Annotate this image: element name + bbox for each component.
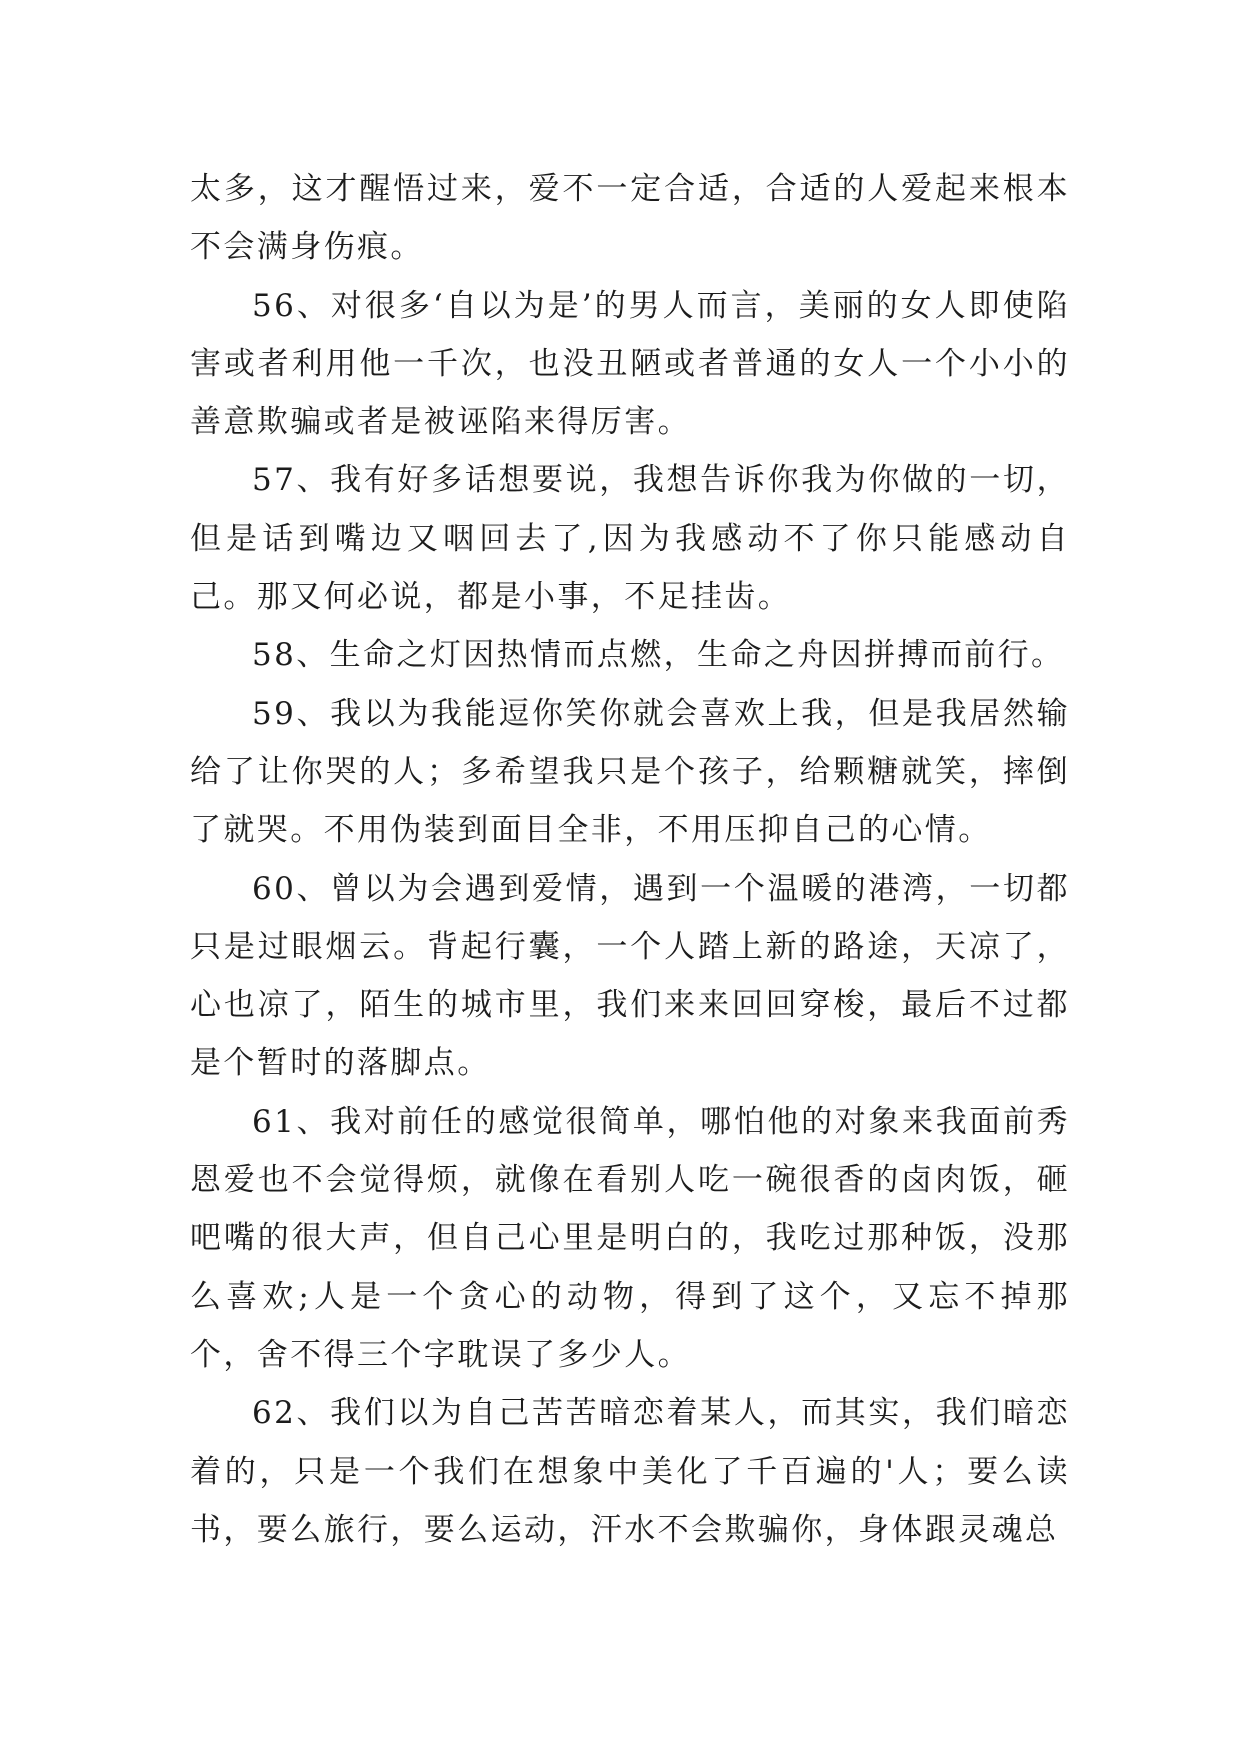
paragraph-59: 59、我以为我能逗你笑你就会喜欢上我，但是我居然输给了让你哭的人；多希望我只是个孩子，给颗糖就笑，摔倒了就哭。不用伪装到面目全非，不用压抑自己的心情。: [190, 695, 1070, 849]
document-body: [190, 160, 1070, 1559]
paragraph-56: 56、对很多‘自以为是’的男人而言，美丽的女人即使陷害或者利用他一千次，也没丑陋或者普通的女人一个小小的善意欺骗或者是被诬陷来得厉害。: [190, 287, 1070, 441]
paragraph-61: 61、我对前任的感觉很简单，哪怕他的对象来我面前秀恩爱也不会觉得烦，就像在看别人吃一碗很香的卤肉饭，砸吧嘴的很大声，但自己心里是明白的，我吃过那种饭，没那么喜欢;人是一个贪心的动物，得到了这个，又忘不掉那个，舍不得三个字耽误了多少人。: [190, 1103, 1070, 1373]
paragraph-58: 58、生命之灯因热情而点燃，生命之舟因拼搏而前行。: [252, 637, 1065, 674]
paragraph-60: 60、曾以为会遇到爱情，遇到一个温暖的港湾，一切都只是过眼烟云。背起行囊，一个人踏上新的路途，天凉了，心也凉了，陌生的城市里，我们来来回回穿梭，最后不过都是个暂时的落脚点。: [190, 870, 1070, 1082]
paragraph-57: 57、我有好多话想要说，我想告诉你我为你做的一切，但是话到嘴边又咽回去了,因为我感动不了你只能感动自己。那又何必说，都是小事，不足挂齿。: [190, 462, 1070, 616]
paragraph-62: 62、我们以为自己苦苦暗恋着某人，而其实，我们暗恋着的，只是一个我们在想象中美化了千百遍的'人；要么读书，要么旅行，要么运动，汗水不会欺骗你，身体跟灵魂总: [190, 1395, 1070, 1548]
paragraph-continuation: 太多，这才醒悟过来，爱不一定合适，合适的人爱起来根本不会满身伤痕。: [190, 171, 1070, 266]
